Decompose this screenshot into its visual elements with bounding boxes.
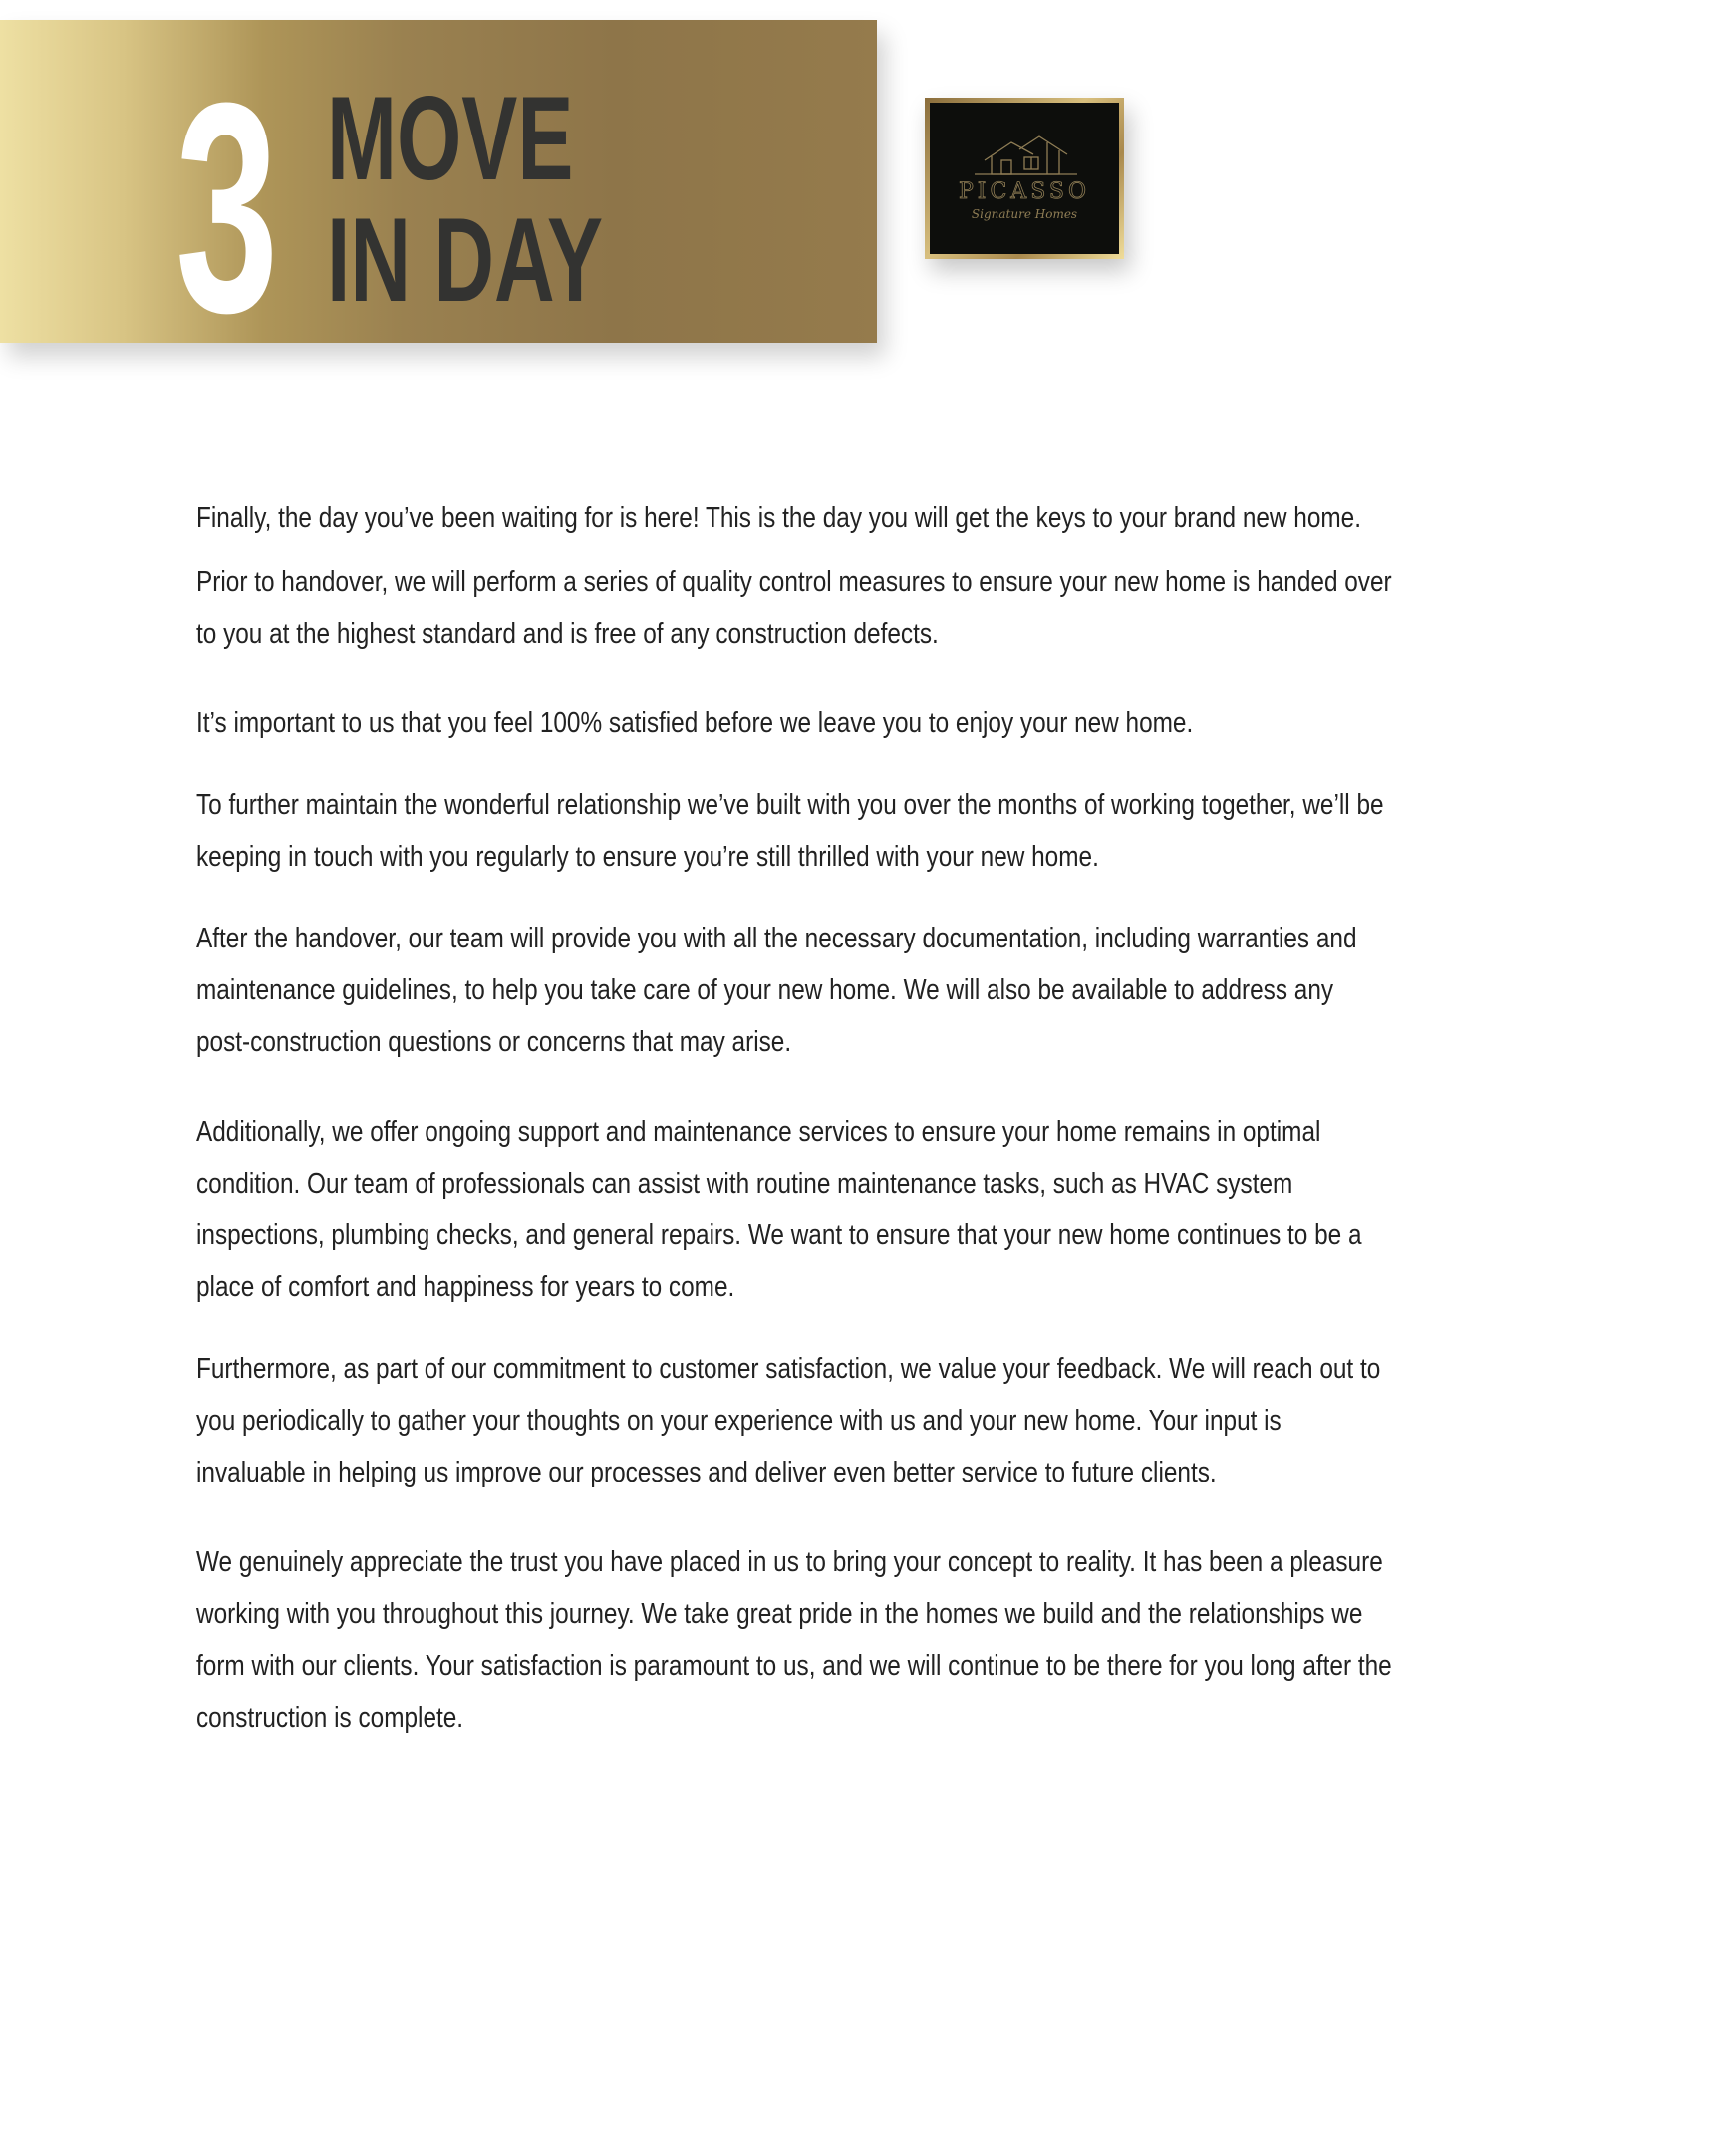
header-banner (0, 20, 877, 375)
logo-background (930, 103, 1119, 254)
paragraph-7: Furthermore, as part of our commitment to customer satisfaction, we value your feedback. We will reach out to you periodically to gather your thoughts on your experience with us and your new home. Your input is invaluable in helping us improve our processes and deliver even better service to future clients. (196, 1353, 1381, 1488)
logo-graphic (930, 103, 1119, 254)
house-outline-icon (975, 136, 1077, 174)
paragraph-1: Finally, the day you’ve been waiting for is here! This is the day you will get the keys to your brand new home. (196, 502, 1362, 534)
title-line-2: IN DAY (327, 193, 603, 327)
title-line-1: MOVE (327, 72, 574, 205)
company-logo (925, 98, 1124, 259)
logo-tagline-text: Signature Homes (971, 207, 1078, 221)
paragraph-3: It’s important to us that you feel 100% satisfied before we leave you to enjoy your new home. (196, 707, 1194, 739)
paragraph-5: After the handover, our team will provide you with all the necessary documentation, including warranties and maintenance guidelines, to help you take care of your new home. We will also be available to address any post-construction questions or concerns that may arise. (196, 923, 1357, 1058)
step-number: 3 (175, 40, 276, 375)
body-text (196, 492, 1392, 1744)
paragraph-6: Additionally, we offer ongoing support and maintenance services to ensure your home remains in optimal condition. Our team of professionals can assist with routine maintenance tasks, such as HVAC system inspections, plumbing checks, and general repairs. We want to ensure that your new home continues to be a place of comfort and happiness for years to come. (196, 1116, 1362, 1303)
page-title (327, 72, 603, 327)
paragraph-8: We genuinely appreciate the trust you have placed in us to bring your concept to reality. It has been a pleasure working with you throughout this journey. We take great pride in the homes we build and the relationships we form with our clients. Your satisfaction is paramount to us, and we will continue to be there for you long after the construction is complete. (196, 1546, 1392, 1734)
paragraph-2: Prior to handover, we will perform a series of quality control measures to ensure your new home is handed over to you at the highest standard and is free of any construction defects. (196, 566, 1392, 650)
paragraph-4: To further maintain the wonderful relationship we’ve built with you over the months of working together, we’ll be keeping in touch with you regularly to ensure you’re still thrilled with your new home. (196, 789, 1384, 873)
logo-brand-text: PICASSO (958, 179, 1091, 204)
